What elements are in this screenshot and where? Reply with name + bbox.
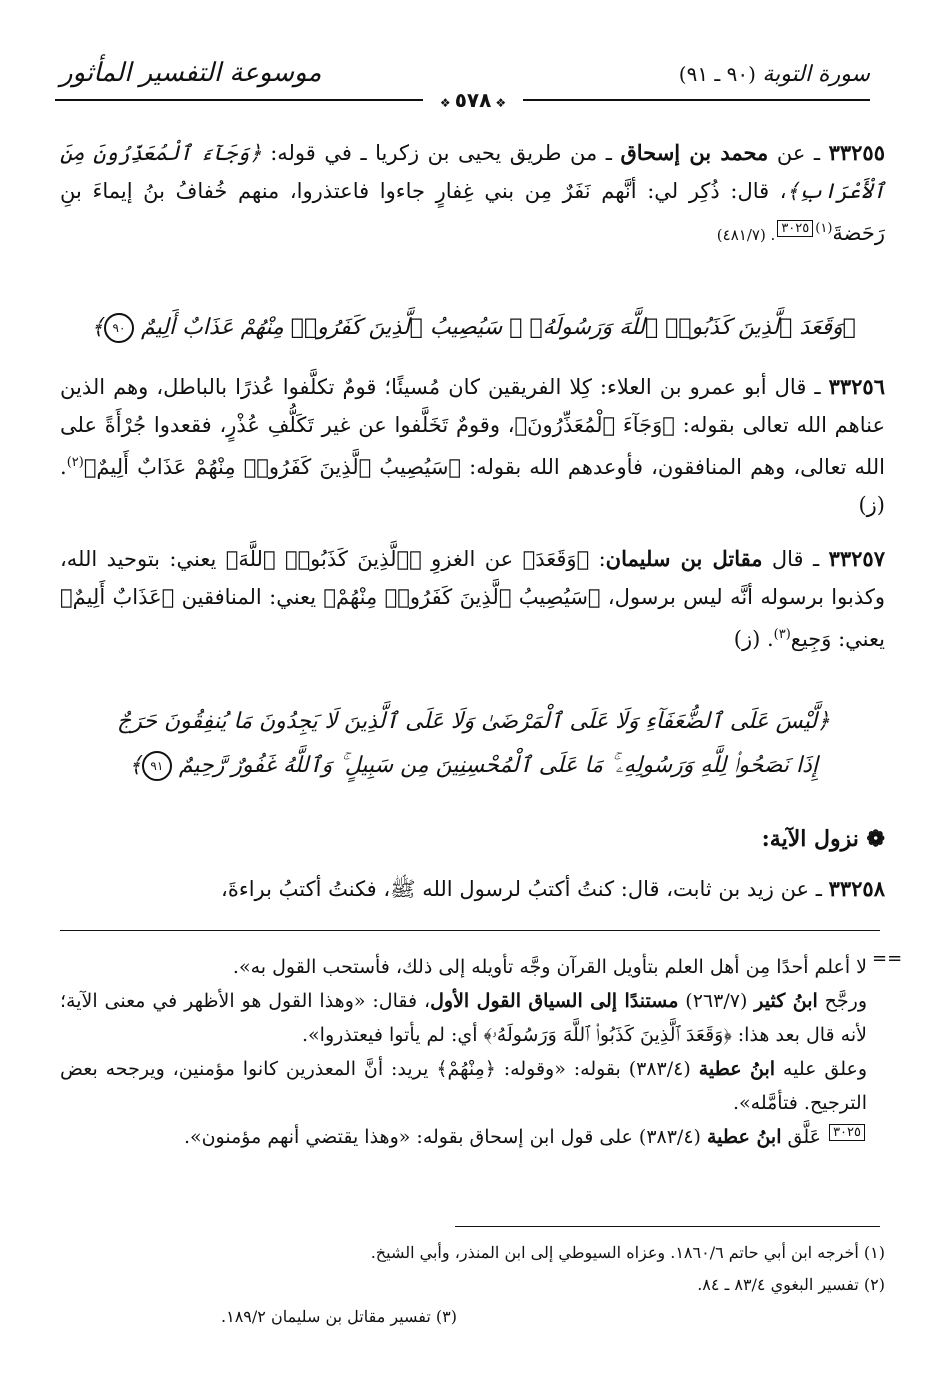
footnote-ref: (٣) xyxy=(773,627,791,642)
note-ibn-atiyya: وعلق عليه ابنُ عطية (٣٨٣/٤) بقوله: «وقوله: ﴿مِنْهُمْ﴾ يريد: أنَّ المعذرين كانوا مؤمنين، ويرجحه بعض الترجيح. فتأمَّله». xyxy=(60,1058,867,1114)
commentary-notes xyxy=(60,950,867,1154)
footnote-1: (١) أخرجه ابن أبي حاتم ١٨٦٠/٦. وعزاه السيوطي إلى ابن المنذر، وأبي الشيخ. xyxy=(370,1243,885,1262)
entry-number: ٣٣٢٥٧ xyxy=(828,546,885,571)
footnote-ref: (٢) xyxy=(66,455,84,470)
quran-quote: ﴿وَجَآءَ ٱلْمُعَذِّرُونَ مِنَ ٱلْأَعْرَابِ﴾ xyxy=(60,141,885,203)
note-3025: ٣٠٢٥ عَلَّق ابنُ عطية (٣٨٣/٤) على قول ابن إسحاق بقوله: «وهذا يقتضي أنهم مؤمنون». xyxy=(60,1120,867,1154)
ayah-number-marker: ٩٠ xyxy=(104,313,134,343)
page-number: ❖ ٥٧٨ ❖ xyxy=(423,88,523,112)
entry-number: ٣٣٢٥٨ xyxy=(828,876,885,901)
paragraph-33258: ٣٣٢٥٨ ـ عن زيد بن ثابت، قال: كنتُ أكتبُ لرسول الله ﷺ، فكنتُ أكتبُ براءةَ، xyxy=(221,876,885,901)
volume-ref: . (٤٨١/٧) xyxy=(716,226,776,244)
verse-range: (٩٠ ـ ٩١) xyxy=(678,62,756,86)
cross-ref-box: ٣٠٢٥ xyxy=(777,220,813,237)
entry-number: ٣٣٢٥٥ xyxy=(828,140,885,165)
paragraph-33255: ٣٣٢٥٥ ـ عن محمد بن إسحاق ـ من طريق يحيى بن زكريا ـ في قوله: ﴿وَجَآءَ ٱلْمُعَذِّرُونَ مِنَ ٱلْأَعْرَابِ﴾، قال: ذُكِر لي: أنَّهم نَفَرٌ مِن بني غِفارٍ جاءوا فاعتذروا، منهم خُفافُ بنُ إيماءَ بنِ رَحَضةَ$^{(١)}$٣٠٢٥. (٤٨١/٧) xyxy=(60,140,885,245)
paragraph-33257: ٣٣٢٥٧ ـ قال مقاتل بن سليمان: ﴿وَقَعَدَ﴾ عن الغزوِ ﴿ٱلَّذِينَ كَذَبُوا۟ ٱللَّهَ﴾ يعني: بتوحيد الله، وكذبوا برسوله أنَّه ليس برسول، ﴿سَيُصِيبُ ٱلَّذِينَ كَفَرُوا۟ مِنْهُمْ﴾ يعني: المنافقين ﴿عَذَابٌ أَلِيمٌ﴾ يعني: وَجِيع$^{(٣)}$. (ز) xyxy=(60,546,885,651)
footnotes-separator xyxy=(455,1226,880,1227)
ayah-90: ﴿وَقَعَدَ ٱلَّذِينَ كَذَبُوا۟ ٱللَّهَ وَرَسُولَهُۥ ۚ سَيُصِيبُ ٱلَّذِينَ كَفَرُوا۟ مِنْهُمْ عَذَابٌ أَلِيمٌ ٩٠﴾ xyxy=(90,306,857,350)
footnote-ref: (١) xyxy=(815,221,833,236)
ayah-91: ﴿لَّيْسَ عَلَى ٱلضُّعَفَآءِ وَلَا عَلَى ٱلْمَرْضَىٰ وَلَا عَلَى ٱلَّذِينَ لَا يَجِدُونَ مَا يُنفِقُونَ حَرَجٌ إِذَا نَصَحُوا۟ لِلَّهِ وَرَسُولِهِۦ ۚ مَا عَلَى ٱلْمُحْسِنِينَ مِن سَبِيلٍ ۚ وَٱللَّهُ غَفُورٌ رَّحِيمٌ ٩١﴾ xyxy=(70,700,877,788)
notes-separator xyxy=(60,930,880,931)
narrator-name: محمد بن إسحاق xyxy=(620,140,769,165)
continuation-marker: == xyxy=(872,948,903,969)
sura-name: سورة التوبة xyxy=(762,62,870,87)
ayah-number-marker: ٩١ xyxy=(142,751,172,781)
sura-heading xyxy=(679,62,870,87)
footnote-3: (٣) تفسير مقاتل بن سليمان ١٨٩/٢. xyxy=(221,1307,457,1326)
note-line: لا أعلم أحدًا مِن أهل العلم بتأويل القرآن وجَّه تأويله إلى ذلك، فأستحب القول به». xyxy=(232,956,867,978)
book-title: موسوعة التفسير المأثور xyxy=(60,58,322,88)
narrator-name: مقاتل بن سليمان xyxy=(605,546,763,571)
paragraph-33256: ٣٣٢٥٦ ـ قال أبو عمرو بن العلاء: كِلا الفريقين كان مُسيئًا؛ قومٌ تكلَّفوا عُذرًا بالباطل، وهم الذين عناهم الله تعالى بقوله: ﴿وَجَآءَ ٱلْمُعَذِّرُونَ﴾، وقومٌ تَخَلَّفوا عن غير تَكَلُّفِ عُذْرٍ، فقعدوا جُرْأَةً على الله تعالى، وهم المنافقون، فأوعدهم الله بقوله: ﴿سَيُصِيبُ ٱلَّذِينَ كَفَرُوا۟ مِنْهُمْ عَذَابٌ أَلِيمٌ﴾$^{(٢)}$. (ز) xyxy=(60,374,886,517)
note-ibn-kathir: ورجَّح ابنُ كثير (٢٦٣/٧) مستندًا إلى السياق القول الأول، فقال: «وهذا القول هو الأظهر في معنى الآية؛ لأنه قال بعد هذا: ﴿وَقَعَدَ ٱلَّذِينَ كَذَبُوا۟ ٱللَّهَ وَرَسُولَهُۥ﴾ أي: لم يأتوا فيعتذروا». xyxy=(60,990,868,1046)
cross-ref-box: ٣٠٢٥ xyxy=(829,1124,865,1141)
footnote-2: (٢) تفسير البغوي ٨٣/٤ ـ ٨٤. xyxy=(697,1275,885,1294)
section-heading: ❁ نزول الآية: xyxy=(761,826,885,852)
entry-number: ٣٣٢٥٦ xyxy=(828,374,885,399)
